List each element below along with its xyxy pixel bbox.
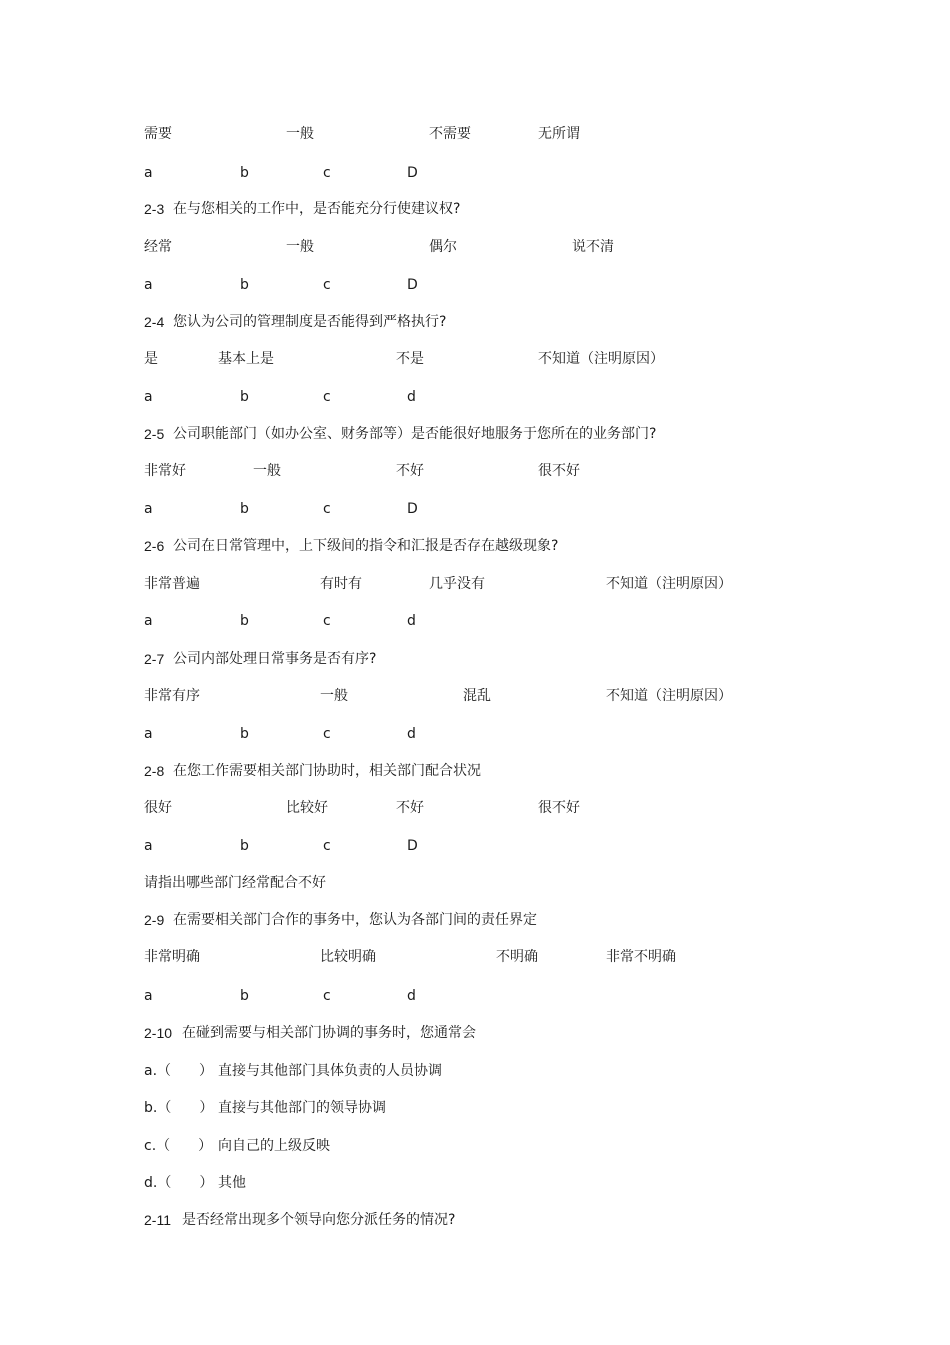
- letter-row: [0, 835, 950, 857]
- choice-checkbox[interactable]: d.（ ）: [144, 1175, 214, 1191]
- option-text: 不需要: [429, 126, 471, 142]
- question-text: 在与您相关的工作中，是否能充分行使建议权?: [173, 201, 461, 217]
- choice-text: 直接与其他部门具体负责的人员协调: [218, 1063, 442, 1079]
- option-text: 不好: [396, 800, 424, 816]
- option-letter: d: [407, 726, 416, 742]
- option-row: [0, 348, 950, 370]
- choice-checkbox[interactable]: a.（ ）: [144, 1063, 214, 1079]
- question-text: 在您工作需要相关部门协助时，相关部门配合状况: [173, 763, 481, 779]
- option-row: [0, 573, 950, 595]
- option-row: [0, 460, 950, 482]
- letter-row: [0, 386, 950, 408]
- choice-checkbox[interactable]: b.（ ）: [144, 1100, 214, 1116]
- option-letter: d: [407, 389, 416, 405]
- option-row: [0, 123, 950, 145]
- option-text: 不是: [396, 351, 424, 367]
- option-text: 基本上是: [218, 351, 274, 367]
- question-title: [0, 198, 950, 220]
- option-text: 非常普遍: [144, 576, 200, 592]
- choice-text: 其他: [218, 1175, 246, 1191]
- choice-row: [0, 1060, 950, 1082]
- option-text: 一般: [320, 688, 348, 704]
- choice-row: [0, 1135, 950, 1157]
- option-letter: D: [407, 501, 418, 517]
- option-text: 一般: [253, 463, 281, 479]
- option-text: 比较好: [286, 800, 328, 816]
- option-letter: b: [240, 501, 249, 517]
- question-text: 在碰到需要与相关部门协调的事务时，您通常会: [182, 1025, 476, 1041]
- question-title: [0, 1022, 950, 1044]
- choice-text: 向自己的上级反映: [218, 1138, 330, 1154]
- option-text: 几乎没有: [429, 576, 485, 592]
- question-number: 2-9: [144, 912, 165, 928]
- option-letter: a: [144, 726, 153, 742]
- letter-row: [0, 985, 950, 1007]
- option-letter: a: [144, 988, 153, 1004]
- option-letter: b: [240, 726, 249, 742]
- question-text: 是否经常出现多个领导向您分派任务的情况?: [182, 1212, 456, 1228]
- option-text: 经常: [144, 239, 172, 255]
- option-row: [0, 236, 950, 258]
- choice-row: [0, 1097, 950, 1119]
- option-letter: c: [323, 988, 331, 1004]
- option-letter: c: [323, 389, 331, 405]
- option-text: 偶尔: [429, 239, 457, 255]
- letter-row: [0, 162, 950, 184]
- note-text: 请指出哪些部门经常配合不好: [144, 875, 326, 891]
- option-text: 一般: [286, 126, 314, 142]
- option-text: 有时有: [320, 576, 362, 592]
- option-letter: b: [240, 389, 249, 405]
- question-number: 2-10: [144, 1025, 173, 1041]
- letter-row: [0, 610, 950, 632]
- question-title: [0, 423, 950, 445]
- option-letter: b: [240, 988, 249, 1004]
- option-letter: D: [407, 277, 418, 293]
- question-text: 在需要相关部门合作的事务中，您认为各部门间的责任界定: [173, 912, 537, 928]
- question-title: [0, 909, 950, 931]
- choice-text: 直接与其他部门的领导协调: [218, 1100, 386, 1116]
- question-number: 2-4: [144, 314, 165, 330]
- option-text: 非常明确: [144, 949, 200, 965]
- question-number: 2-6: [144, 538, 165, 554]
- question-number: 2-3: [144, 201, 165, 217]
- question-title: [0, 311, 950, 333]
- question-title: [0, 760, 950, 782]
- option-letter: b: [240, 838, 249, 854]
- option-letter: c: [323, 277, 331, 293]
- option-letter: d: [407, 988, 416, 1004]
- option-letter: a: [144, 838, 153, 854]
- option-text: 不知道（注明原因）: [606, 576, 732, 592]
- option-row: [0, 946, 950, 968]
- option-letter: c: [323, 726, 331, 742]
- option-row: [0, 797, 950, 819]
- option-letter: a: [144, 277, 153, 293]
- question-title: [0, 648, 950, 670]
- question-number: 2-8: [144, 763, 165, 779]
- option-text: 不知道（注明原因）: [606, 688, 732, 704]
- letter-row: [0, 274, 950, 296]
- option-text: 很好: [144, 800, 172, 816]
- option-text: 非常有序: [144, 688, 200, 704]
- option-text: 比较明确: [320, 949, 376, 965]
- option-letter: a: [144, 501, 153, 517]
- option-text: 需要: [144, 126, 172, 142]
- option-letter: b: [240, 277, 249, 293]
- option-text: 很不好: [538, 800, 580, 816]
- option-letter: c: [323, 613, 331, 629]
- option-letter: a: [144, 165, 153, 181]
- option-letter: d: [407, 613, 416, 629]
- question-text: 公司内部处理日常事务是否有序?: [173, 651, 377, 667]
- option-text: 不知道（注明原因）: [538, 351, 664, 367]
- question-number: 2-11: [144, 1212, 171, 1228]
- option-letter: a: [144, 389, 153, 405]
- question-text: 您认为公司的管理制度是否能得到严格执行?: [173, 314, 447, 330]
- question-number: 2-5: [144, 426, 165, 442]
- option-text: 混乱: [463, 688, 491, 704]
- option-text: 不明确: [496, 949, 538, 965]
- option-row: [0, 685, 950, 707]
- option-text: 很不好: [538, 463, 580, 479]
- option-text: 是: [144, 351, 158, 367]
- choice-checkbox[interactable]: c.（ ）: [144, 1138, 213, 1154]
- question-number: 2-7: [144, 651, 165, 667]
- option-letter: c: [323, 501, 331, 517]
- note-line: [0, 872, 950, 894]
- question-title: [0, 535, 950, 557]
- question-text: 公司职能部门（如办公室、财务部等）是否能很好地服务于您所在的业务部门?: [173, 426, 657, 442]
- option-letter: b: [240, 613, 249, 629]
- option-letter: a: [144, 613, 153, 629]
- option-text: 说不清: [572, 239, 614, 255]
- option-letter: c: [323, 838, 331, 854]
- option-text: 非常不明确: [606, 949, 676, 965]
- option-letter: D: [407, 838, 418, 854]
- option-text: 非常好: [144, 463, 186, 479]
- option-letter: D: [407, 165, 418, 181]
- question-title: [0, 1209, 950, 1231]
- choice-row: [0, 1172, 950, 1194]
- option-letter: b: [240, 165, 249, 181]
- letter-row: [0, 498, 950, 520]
- letter-row: [0, 723, 950, 745]
- option-text: 一般: [286, 239, 314, 255]
- option-letter: c: [323, 165, 331, 181]
- option-text: 不好: [396, 463, 424, 479]
- option-text: 无所谓: [538, 126, 580, 142]
- question-text: 公司在日常管理中，上下级间的指令和汇报是否存在越级现象?: [173, 538, 559, 554]
